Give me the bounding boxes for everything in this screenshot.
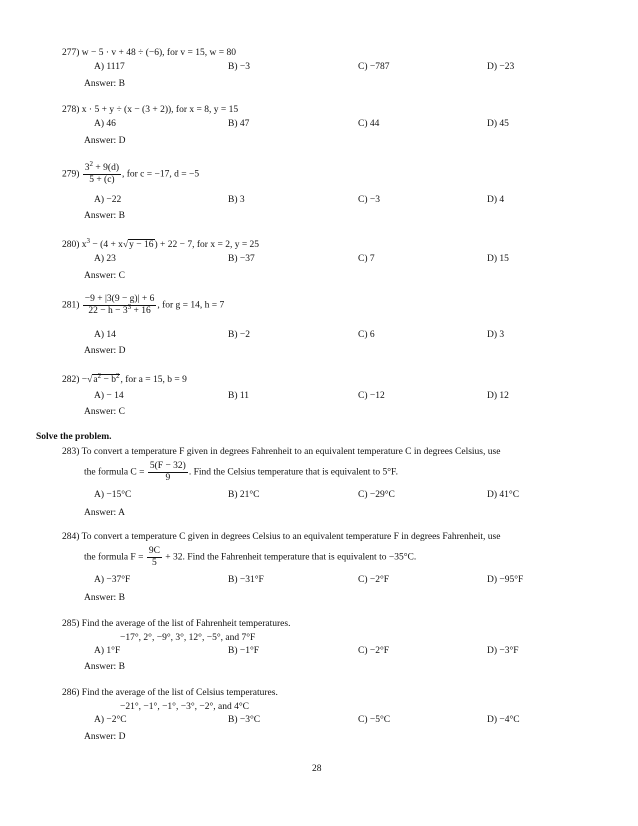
option-d: D) 12 <box>487 391 509 401</box>
options <box>94 119 574 131</box>
option-c: C) −5°C <box>358 715 391 725</box>
answer-line: Answer: B <box>84 662 125 672</box>
answer-line: Answer: D <box>84 136 126 146</box>
option-d: D) 41°C <box>487 490 520 500</box>
question-line-1: 286) Find the average of the list of Celsius temperatures. <box>62 688 278 698</box>
option-a: A) − 14 <box>94 391 124 401</box>
options <box>94 646 574 658</box>
sqrt-symbol: √ <box>87 375 93 385</box>
option-d: D) −23 <box>487 62 515 72</box>
option-a: A) −2°C <box>94 715 127 725</box>
options <box>94 195 574 207</box>
option-b: B) −1°F <box>228 646 260 656</box>
fraction: $\frac{9C}{5}$ <box>148 546 160 568</box>
page-number: 28 <box>312 764 322 774</box>
option-a: A) −22 <box>94 195 122 205</box>
option-b: B) 3 <box>228 195 245 205</box>
options <box>94 330 574 342</box>
question: $282) -√a^2 - b^2$, for a = 15, b = 9 <box>62 372 187 385</box>
option-a: A) −37°F <box>94 575 131 585</box>
question-line-2: the formula C = $\frac{5(F - 32)}{9}$ . Find the Celsius temperature that is equivalent to 5°F. <box>84 461 398 483</box>
option-d: D) 3 <box>487 330 505 340</box>
option-b: B) −37 <box>228 254 255 264</box>
section-title: Solve the problem. <box>36 432 112 442</box>
option-d: D) 45 <box>487 119 509 129</box>
options <box>94 254 574 266</box>
option-b: B) −2 <box>228 330 250 340</box>
option-d: D) 15 <box>487 254 509 264</box>
options <box>94 490 574 502</box>
answer-line: Answer: C <box>84 407 125 417</box>
option-a: A) 1°F <box>94 646 121 656</box>
question: 281) $\frac{-9 + |3(9 - g)| + 6}{22 - h - 3^3 + 16}$ , for g = 14, h = 7 <box>62 294 225 316</box>
options <box>94 62 574 74</box>
option-b: B) −3 <box>228 62 250 72</box>
option-c: C) 6 <box>358 330 375 340</box>
option-c: C) −2°F <box>358 575 390 585</box>
option-c: C) 44 <box>358 119 380 129</box>
option-b: B) −31°F <box>228 575 264 585</box>
fraction: $\frac{3^2 + 9(d)}{5 + (c)}$ <box>84 160 119 185</box>
question: 278) x · 5 + y ÷ (x − (3 + 2)), for x = 8, y = 15 <box>62 105 239 115</box>
option-c: C) −787 <box>358 62 390 72</box>
option-a: A) −15°C <box>94 490 132 500</box>
answer-line: Answer: A <box>84 508 125 518</box>
answer-line: Answer: D <box>84 346 126 356</box>
question-line-2: the formula F = $\frac{9C}{5}$ + 32. Find the Fahrenheit temperature that is equivalent to −35°C. <box>84 546 417 568</box>
option-b: B) 11 <box>228 391 250 401</box>
option-a: A) 46 <box>94 119 116 129</box>
option-b: B) −3°C <box>228 715 261 725</box>
question-line-1: 284) To convert a temperature C given in degrees Celsius to an equivalent temperature F in degrees Fahrenheit, use <box>62 532 501 542</box>
answer-line: Answer: C <box>84 271 125 281</box>
question: 280) $x^3 - (4 + x√y - 16) + 22 - 7$, for x = 2, y = 25 <box>62 237 260 250</box>
question-line-1: 285) Find the average of the list of Fahrenheit temperatures. <box>62 619 291 629</box>
temperature-list: −21°, −1°, −1°, −3°, −2°, and 4°C <box>120 702 250 712</box>
option-b: B) 47 <box>228 119 250 129</box>
answer-line: Answer: B <box>84 211 125 221</box>
fraction: $\frac{-9 + |3(9 - g)| + 6}{22 - h - 3^3 + 16}$ <box>84 294 155 316</box>
option-c: C) −12 <box>358 391 385 401</box>
answer-line: Answer: B <box>84 79 125 89</box>
temperature-list: −17°, 2°, −9°, 3°, 12°, −5°, and 7°F <box>120 633 256 643</box>
option-c: C) −29°C <box>358 490 395 500</box>
options <box>94 391 574 403</box>
question-line-1: 283) To convert a temperature F given in degrees Fahrenheit to an equivalent temperature C in degrees Celsius, use <box>62 447 501 457</box>
question: 277) w − 5 · v + 48 ÷ (−6), for v = 15, w = 80 <box>62 48 236 58</box>
option-d: D) −3°F <box>487 646 519 656</box>
fraction: $\frac{5(F - 32)}{9}$ <box>149 461 186 483</box>
option-c: C) 7 <box>358 254 375 264</box>
options <box>94 715 574 727</box>
question: 279) $\frac{3^2 + 9(d)}{5 + (c)}$ , for c = −17, d = −5 <box>62 160 200 185</box>
answer-line: Answer: B <box>84 593 125 603</box>
option-a: A) 1117 <box>94 62 125 72</box>
option-b: B) 21°C <box>228 490 260 500</box>
option-c: C) −3 <box>358 195 380 205</box>
answer-line: Answer: D <box>84 732 126 742</box>
option-a: A) 14 <box>94 330 116 340</box>
option-d: D) −4°C <box>487 715 520 725</box>
sqrt-symbol: √ <box>122 240 129 250</box>
option-c: C) −2°F <box>358 646 390 656</box>
option-d: D) −95°F <box>487 575 524 585</box>
option-d: D) 4 <box>487 195 505 205</box>
option-a: A) 23 <box>94 254 116 264</box>
options <box>94 575 574 587</box>
